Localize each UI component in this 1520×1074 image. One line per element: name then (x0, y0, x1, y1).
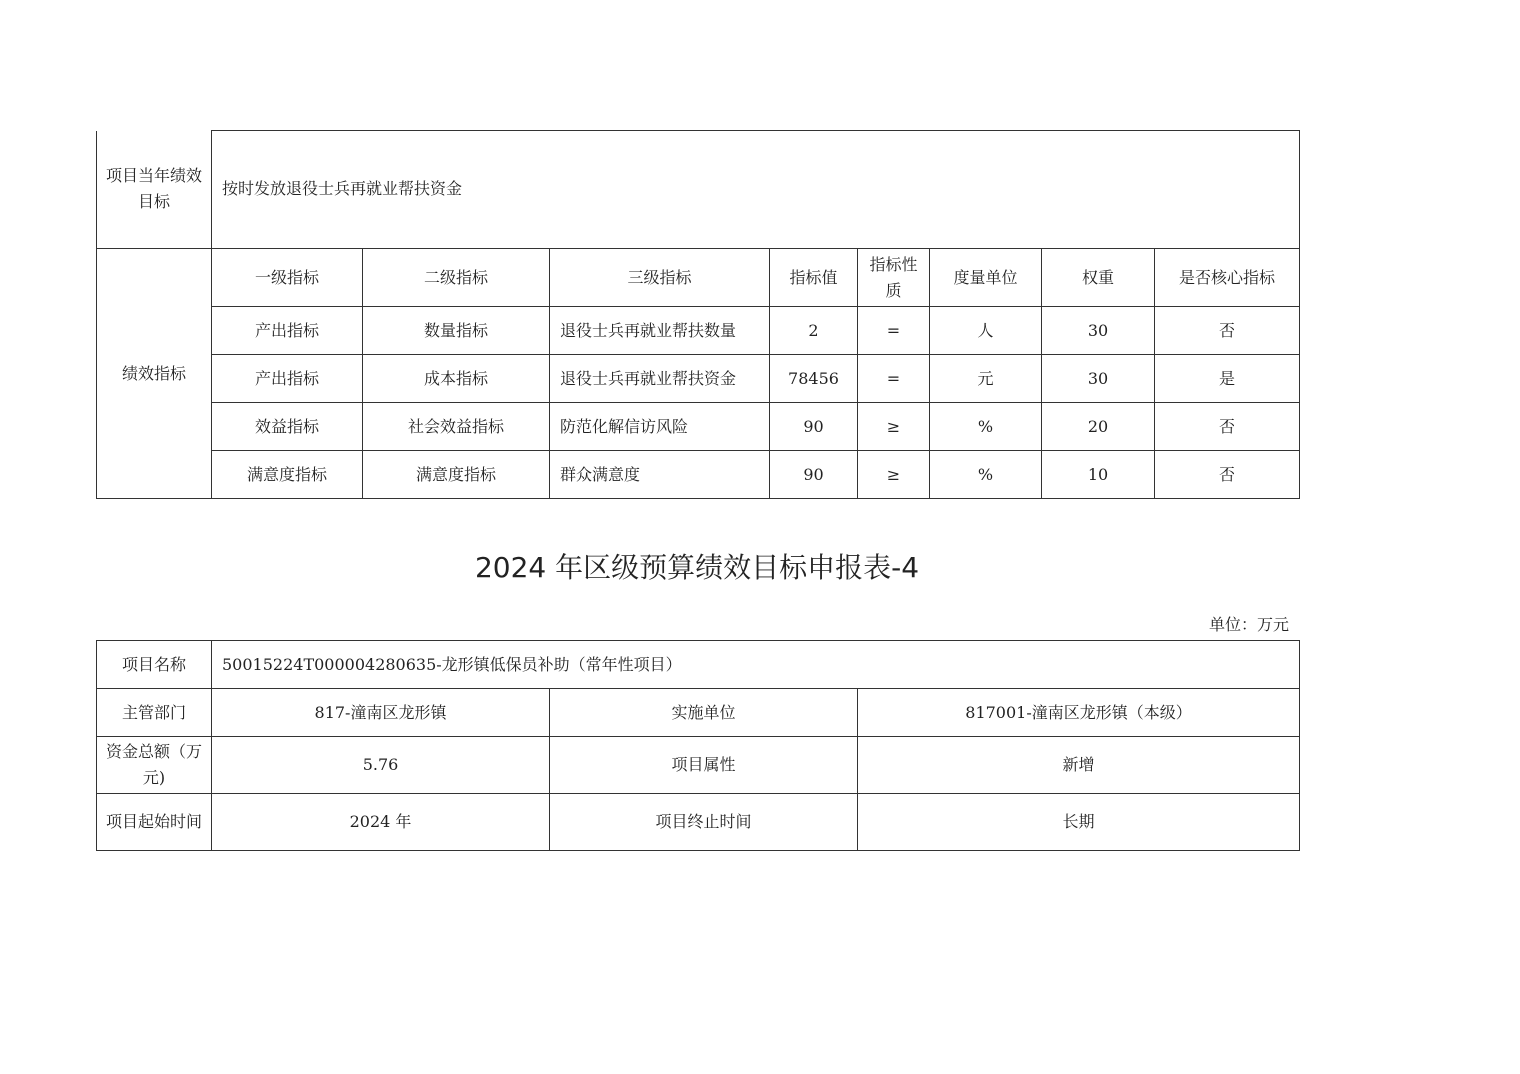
fund-value: 5.76 (212, 737, 550, 794)
value-cell: 78456 (770, 355, 858, 403)
target-label: 项目当年绩效目标 (97, 131, 212, 249)
core-cell: 否 (1155, 307, 1300, 355)
core-cell: 否 (1155, 451, 1300, 499)
level3-cell: 防范化解信访风险 (550, 403, 770, 451)
level1-cell: 效益指标 (212, 403, 363, 451)
level1-cell: 产出指标 (212, 307, 363, 355)
nature-cell: = (858, 307, 930, 355)
table-row (97, 403, 1300, 451)
value-cell: 90 (770, 403, 858, 451)
weight-cell: 10 (1042, 451, 1155, 499)
unit-cell: 元 (930, 355, 1042, 403)
weight-cell: 30 (1042, 307, 1155, 355)
value-cell: 2 (770, 307, 858, 355)
core-cell: 是 (1155, 355, 1300, 403)
header-cell: 一级指标 (212, 249, 363, 307)
target-text: 按时发放退役士兵再就业帮扶资金 (212, 131, 1300, 249)
fund-label: 资金总额（万元) (97, 737, 212, 794)
dept-label: 主管部门 (97, 689, 212, 737)
header-cell: 度量单位 (930, 249, 1042, 307)
end-value: 长期 (858, 794, 1300, 851)
impl-value: 817001-潼南区龙形镇（本级） (858, 689, 1300, 737)
level2-cell: 数量指标 (363, 307, 550, 355)
weight-cell: 30 (1042, 355, 1155, 403)
attr-label: 项目属性 (550, 737, 858, 794)
nature-cell: ≥ (858, 451, 930, 499)
project-name-label: 项目名称 (97, 641, 212, 689)
level3-cell: 退役士兵再就业帮扶数量 (550, 307, 770, 355)
level2-cell: 社会效益指标 (363, 403, 550, 451)
header-cell: 二级指标 (363, 249, 550, 307)
start-label: 项目起始时间 (97, 794, 212, 851)
nature-cell: ≥ (858, 403, 930, 451)
level2-cell: 成本指标 (363, 355, 550, 403)
nature-cell: = (858, 355, 930, 403)
level3-cell: 退役士兵再就业帮扶资金 (550, 355, 770, 403)
page-title: 2024 年区级预算绩效目标申报表-4 (474, 551, 920, 584)
table-row (97, 355, 1300, 403)
header-cell: 指标性质 (858, 249, 930, 307)
project-name: 50015224T000004280635-龙形镇低保员补助（常年性项目） (212, 641, 1300, 689)
unit-cell: % (930, 403, 1042, 451)
performance-indicator-table (96, 130, 1300, 499)
level3-cell: 群众满意度 (550, 451, 770, 499)
start-value: 2024 年 (212, 794, 550, 851)
weight-cell: 20 (1042, 403, 1155, 451)
core-cell: 否 (1155, 403, 1300, 451)
dept-value: 817-潼南区龙形镇 (212, 689, 550, 737)
project-info-table (96, 640, 1300, 851)
unit-cell: 人 (930, 307, 1042, 355)
perf-label: 绩效指标 (97, 249, 212, 499)
table-row (97, 307, 1300, 355)
header-cell: 是否核心指标 (1155, 249, 1300, 307)
header-cell: 指标值 (770, 249, 858, 307)
attr-value: 新增 (858, 737, 1300, 794)
end-label: 项目终止时间 (550, 794, 858, 851)
impl-label: 实施单位 (550, 689, 858, 737)
header-cell: 权重 (1042, 249, 1155, 307)
level1-cell: 满意度指标 (212, 451, 363, 499)
unit-label: 单位：万元 (1208, 615, 1289, 634)
value-cell: 90 (770, 451, 858, 499)
level1-cell: 产出指标 (212, 355, 363, 403)
level2-cell: 满意度指标 (363, 451, 550, 499)
table-row (97, 451, 1300, 499)
unit-cell: % (930, 451, 1042, 499)
header-cell: 三级指标 (550, 249, 770, 307)
